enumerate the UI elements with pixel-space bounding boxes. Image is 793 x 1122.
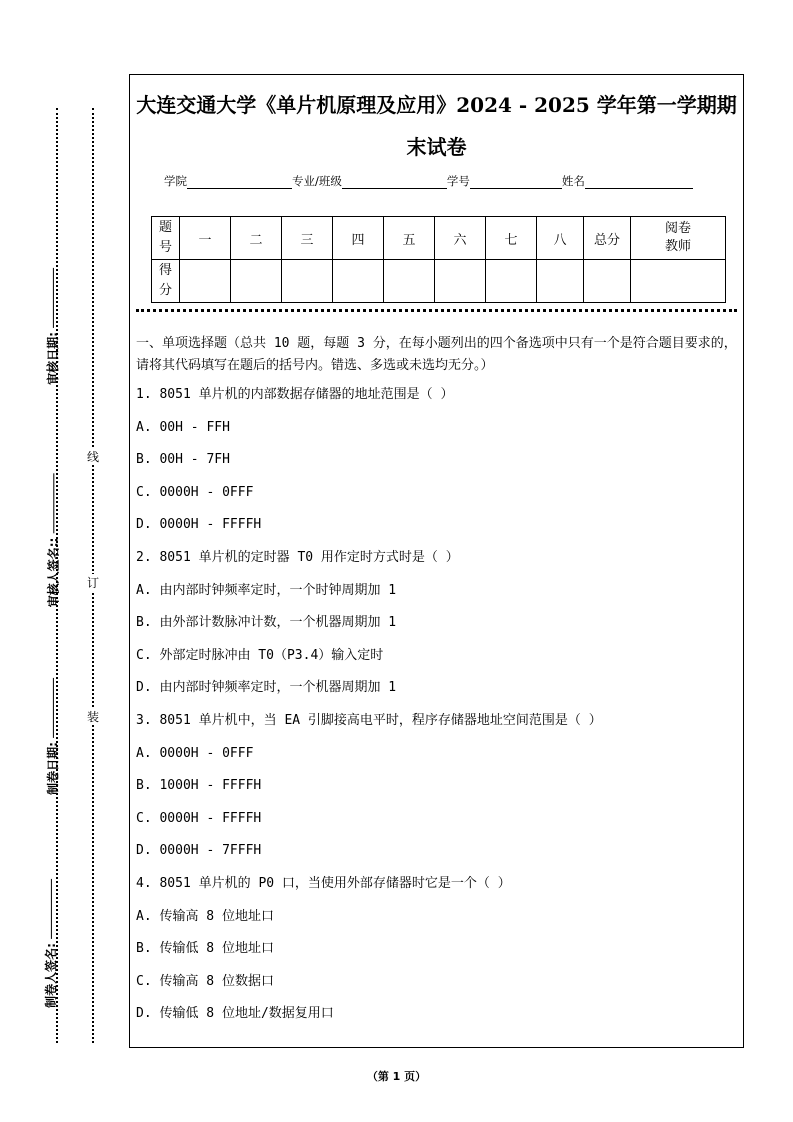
col-header: 八 (537, 217, 584, 260)
score-cell-total[interactable] (584, 260, 631, 303)
score-table (151, 216, 726, 303)
question-option: C. 0000H - FFFFH (136, 810, 262, 826)
score-cell[interactable] (486, 260, 537, 303)
college-label: 学院 (164, 174, 187, 188)
question-stem: 4. 8051 单片机的 P0 口，当使用外部存储器时它是一个（ ） (136, 875, 511, 891)
question-option: A. 传输高 8 位地址口 (136, 908, 274, 924)
major-field[interactable] (342, 176, 447, 189)
question-option: D. 0000H - FFFFH (136, 517, 262, 533)
exam-title: 大连交通大学《单片机原理及应用》2024 - 2025 学年第一学期期 (136, 93, 737, 117)
col-header: 七 (486, 217, 537, 260)
question-option: C. 0000H - 0FFF (136, 484, 254, 500)
reviewer-sign-label: 审核人签名:: (44, 474, 61, 608)
score-cell[interactable] (231, 260, 282, 303)
question-option: A. 0000H - 0FFF (136, 745, 254, 761)
col-header-total: 总分 (584, 217, 631, 260)
score-table-header-row (152, 217, 726, 260)
col-header: 二 (231, 217, 282, 260)
score-cell[interactable] (333, 260, 384, 303)
score-cell[interactable] (384, 260, 435, 303)
score-cell[interactable] (180, 260, 231, 303)
major-label: 专业/班级 (292, 174, 342, 188)
col-header-grader: 阅卷教师 (631, 217, 726, 260)
student-id-field[interactable] (470, 176, 562, 189)
name-field[interactable] (585, 176, 693, 189)
score-cell-grader[interactable] (631, 260, 726, 303)
row-label-question-no: 题号 (152, 217, 180, 260)
col-header: 四 (333, 217, 384, 260)
question-option: C. 外部定时脉冲由 T0（P3.4）输入定时 (136, 647, 384, 663)
score-cell[interactable] (282, 260, 333, 303)
question-option: D. 0000H - 7FFFH (136, 843, 262, 859)
exam-frame (129, 74, 744, 1048)
question-option: B. 由外部计数脉冲计数，一个机器周期加 1 (136, 615, 397, 631)
bind-char-zhuang: 装 (86, 710, 99, 724)
score-table-score-row (152, 260, 726, 303)
col-header: 五 (384, 217, 435, 260)
question-option: A. 00H - FFH (136, 419, 230, 435)
question-option: B. 1000H - FFFFH (136, 778, 262, 794)
question-area (136, 333, 741, 1037)
question-stem: 1. 8051 单片机的内部数据存储器的地址范围是（ ） (136, 387, 454, 402)
question-option: D. 由内部时钟频率定时，一个机器周期加 1 (136, 680, 397, 696)
question-stem: 3. 8051 单片机中，当 EA 引脚接高电平时，程序存储器地址空间范围是（ ） (136, 712, 602, 728)
name-label: 姓名 (561, 174, 585, 188)
bind-char-ding: 订 (86, 576, 99, 590)
question-option: D. 传输低 8 位地址/数据复用口 (136, 1006, 334, 1022)
question-option: A. 由内部时钟频率定时，一个时钟周期加 1 (136, 582, 397, 598)
col-header: 一 (180, 217, 231, 260)
section-intro: 一、单项选择题（总共 10 题，每题 3 分，在每小题列出的四个备选项中只有一个是符合题目要求的，请将其代码填写在题后的括号内。错选、多选或未选均无分。） (136, 336, 737, 373)
exam-title-cont: 末试卷 (406, 135, 467, 159)
page-number: （第 1 页） (366, 1070, 427, 1083)
review-date-label: 审核日期: (44, 268, 61, 385)
row-label-score: 得分 (152, 260, 180, 303)
col-header: 三 (282, 217, 333, 260)
college-field[interactable] (187, 176, 292, 189)
prep-date-label: 制卷日期: (44, 678, 61, 795)
question-option: B. 00H - 7FH (136, 452, 230, 468)
student-info-line (164, 173, 693, 189)
question-stem: 2. 8051 单片机的定时器 T0 用作定时方式时是（ ） (136, 549, 459, 565)
question-option: C. 传输高 8 位数据口 (136, 973, 274, 989)
score-cell[interactable] (537, 260, 584, 303)
score-cell[interactable] (435, 260, 486, 303)
bind-char-xian: 线 (86, 450, 99, 464)
col-header: 六 (435, 217, 486, 260)
dotted-separator (136, 309, 737, 312)
prep-sign-label: 制卷人签名: (42, 879, 59, 1008)
question-option: B. 传输低 8 位地址口 (136, 941, 274, 957)
student-id-label: 学号 (446, 174, 470, 188)
